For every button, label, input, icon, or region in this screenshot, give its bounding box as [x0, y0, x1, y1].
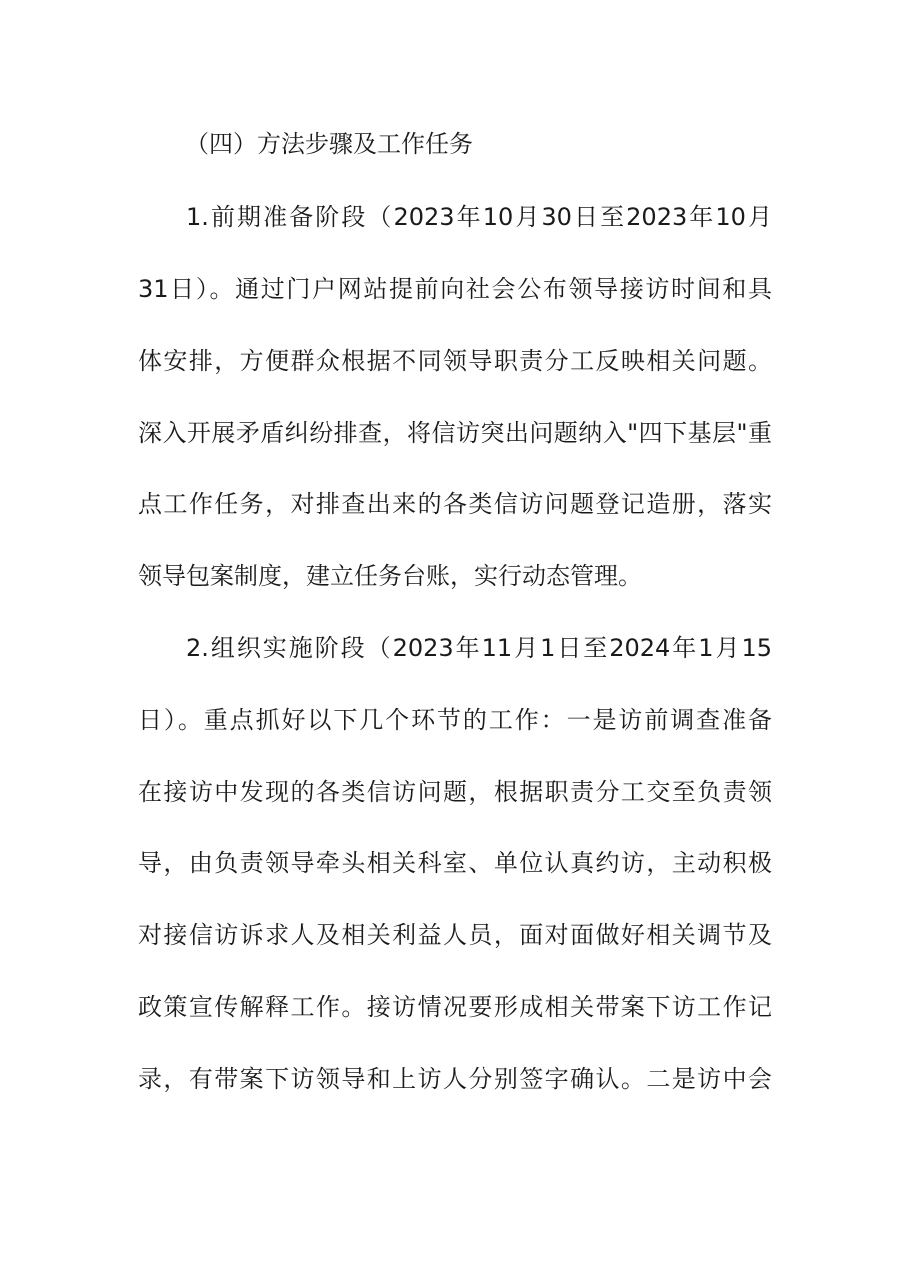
paragraph-line: 在接访中发现的各类信访问题，根据职责分工交至负责领: [138, 778, 772, 806]
paragraph-line: 对接信访诉求人及相关利益人员，面对面做好相关调节及: [138, 921, 772, 949]
paragraph-line: 日）。重点抓好以下几个环节的工作：一是访前调查准备: [138, 706, 772, 734]
paragraph-line: 2.组织实施阶段（2023年11月1日至2024年1月15: [186, 634, 772, 662]
paragraph-line: 体安排，方便群众根据不同领导职责分工反映相关问题。: [138, 347, 772, 375]
paragraph-line: 导，由负责领导牵头相关科室、单位认真约访，主动积极: [138, 849, 772, 877]
paragraph-line: 政策宣传解释工作。接访情况要形成相关带案下访工作记: [138, 993, 772, 1021]
paragraph-line: 领导包案制度，建立任务台账，实行动态管理。: [138, 562, 642, 590]
section-heading: （四）方法步骤及工作任务: [185, 130, 473, 158]
paragraph-line: 31日）。通过门户网站提前向社会公布领导接访时间和具: [138, 275, 772, 303]
paragraph-line: 点工作任务，对排查出来的各类信访问题登记造册，落实: [138, 490, 772, 518]
paragraph-line: 1.前期准备阶段（2023年10月30日至2023年10月: [186, 203, 772, 231]
paragraph-line: 录，有带案下访领导和上访人分别签字确认。二是访中会: [138, 1065, 772, 1093]
paragraph-line: 深入开展矛盾纠纷排查，将信访突出问题纳入"四下基层"重: [138, 419, 772, 447]
